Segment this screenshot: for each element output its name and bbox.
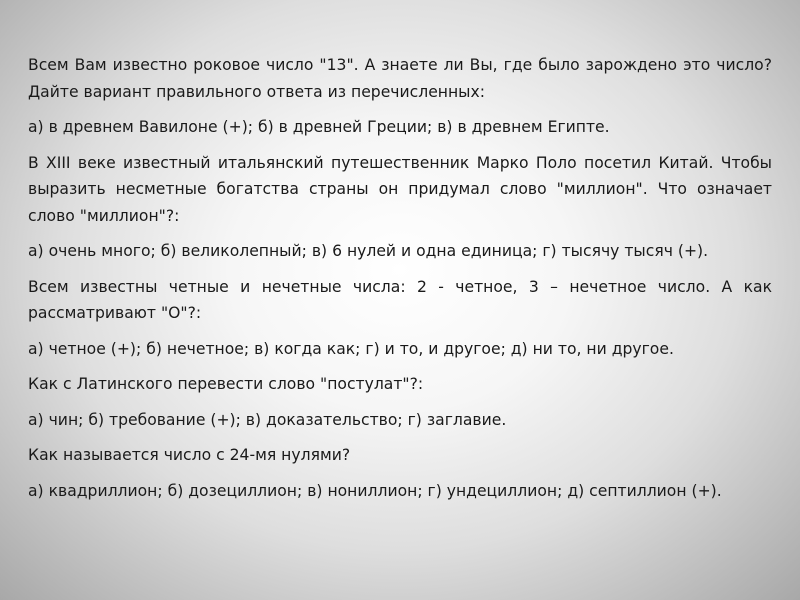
question-24-zeros: Как называется число с 24-мя нулями? (28, 446, 351, 464)
question-13-origin: Всем Вам известно роковое число "13". А знаете ли Вы, где было зарождено это число? Дайте вариант правильного ответа из перечисленных: (28, 56, 772, 101)
question-postulate: Как с Латинского перевести слово "постулат"?: (28, 375, 424, 393)
answers-postulate: а) чин; б) требование (+); в) доказательство; г) заглавие. (28, 410, 507, 429)
answers-13-origin: а) в древнем Вавилоне (+); б) в древней Греции; в) в древнем Египте. (28, 118, 610, 136)
question-zero-parity: Всем известны четные и нечетные числа: 2 - четное, 3 – нечетное число. А как рассматривают "О"?: (28, 277, 772, 322)
answers-zero-parity: а) четное (+); б) нечетное; в) когда как; г) и то, и другое; д) ни то, ни другое. (28, 339, 674, 358)
question-million: В XIII веке известный итальянский путешественник Марко Поло посетил Китай. Чтобы выразить несметные богатства страны он придумал слово "миллион". Что означает слово "миллион"?: (28, 153, 772, 225)
answers-million: а) очень много; б) великолепный; в) 6 нулей и одна единица; г) тысячу тысяч (+). (28, 242, 709, 260)
answers-24-zeros: а) квадриллион; б) дозециллион; в) нониллион; г) ундециллион; д) септиллион (+). (28, 481, 722, 500)
slide-text-body (28, 52, 772, 582)
